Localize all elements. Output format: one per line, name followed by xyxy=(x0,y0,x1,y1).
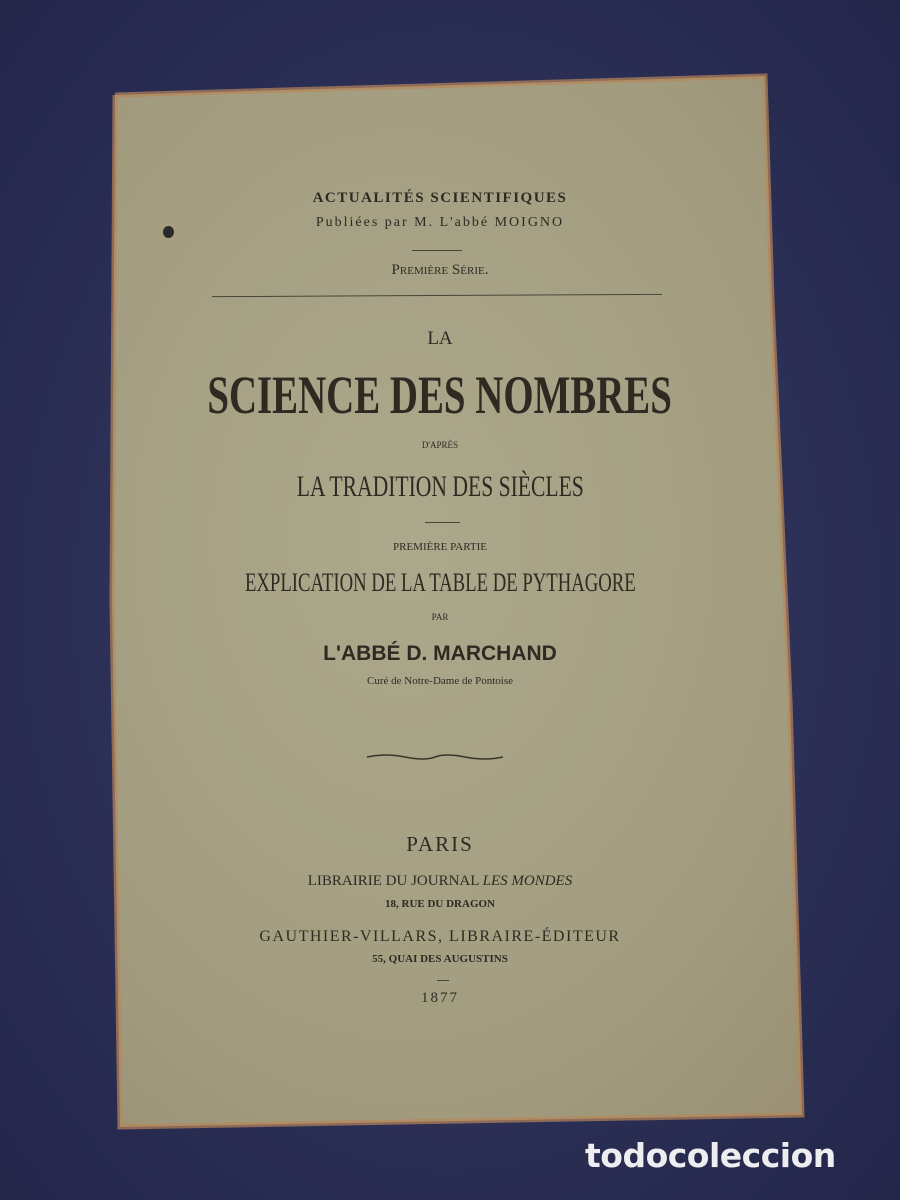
ornament-divider xyxy=(365,750,505,764)
main-title: SCIENCE DES NOMBRES xyxy=(207,365,673,425)
publisher-address1: 18, RUE DU DRAGON xyxy=(385,898,495,910)
title-after: D'APRÈS xyxy=(421,440,459,450)
publisher-line2: GAUTHIER-VILLARS, LIBRAIRE-ÉDITEUR xyxy=(259,928,621,945)
publisher-city: PARIS xyxy=(406,832,474,856)
author-name: L'ABBÉ D. MARCHAND xyxy=(323,642,557,665)
journal-name: LES MONDES xyxy=(482,873,573,889)
series-label: Première Série. xyxy=(391,262,489,278)
publisher-address2: 55, QUAI DES AUGUSTINS xyxy=(372,953,508,965)
part-label: PREMIÈRE PARTIE xyxy=(393,541,487,553)
title-article: LA xyxy=(427,328,453,349)
series-editor: Publiées par M. L'abbé MOIGNO xyxy=(315,215,565,230)
subtitle: LA TRADITION DES SIÈCLES xyxy=(296,470,584,503)
divider xyxy=(412,250,462,251)
watermark: todocoleccion xyxy=(585,1136,836,1175)
divider xyxy=(437,980,449,981)
divider xyxy=(425,522,460,523)
part-name: EXPLICATION DE LA TABLE DE PYTHAGORE xyxy=(244,568,636,597)
publisher-line1: LIBRAIRIE DU JOURNAL xyxy=(307,873,483,889)
author-role: Curé de Notre-Dame de Pontoise xyxy=(366,675,513,687)
publication-year: 1877 xyxy=(421,990,459,1006)
series-title: ACTUALITÉS SCIENTIFIQUES xyxy=(312,190,568,206)
part-by: PAR xyxy=(431,612,449,622)
